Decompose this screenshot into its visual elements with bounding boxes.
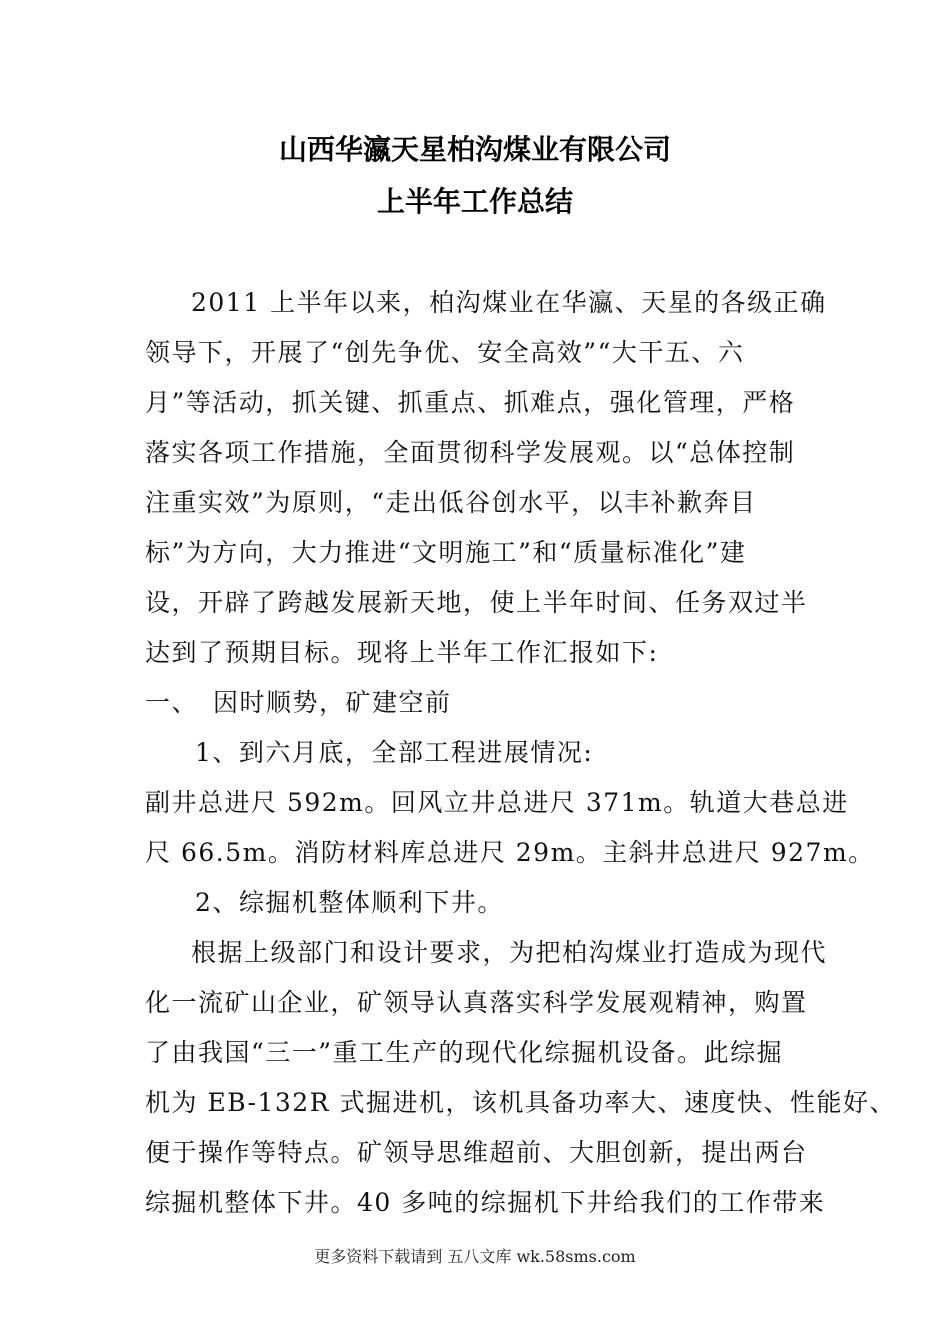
paragraph-line: 落实各项工作措施，全面贯彻科学发展观。以“总体控制 — [145, 438, 796, 467]
paragraph-line: 便于操作等特点。矿领导思维超前、大胆创新，提出两台 — [145, 1138, 808, 1167]
section-number: 一、 — [145, 688, 199, 717]
paragraph-line: 2011 上半年以来，柏沟煤业在华瀛、天星的各级正确 — [191, 288, 827, 317]
paragraph-line: 根据上级部门和设计要求，为把柏沟煤业打造成为现代 — [191, 938, 828, 967]
paragraph-line: 副井总进尺 592m。回风立井总进尺 371m。轨道大巷总进 — [145, 788, 849, 817]
paragraph-line: 化一流矿山企业，矿领导认真落实科学发展观精神，购置 — [145, 988, 808, 1017]
paragraph-intro — [145, 278, 827, 678]
paragraph-line: 设，开辟了跨越发展新天地，使上半年时间、任务双过半 — [145, 588, 808, 617]
section-heading — [145, 678, 810, 728]
item-heading-progress: 1、到六月底，全部工程进展情况: — [195, 738, 594, 767]
document-body — [145, 278, 896, 1228]
paragraph-roadheader — [145, 928, 896, 1228]
paragraph-line: 综掘机整体下井。40 多吨的综掘机下井给我们的工作带来 — [145, 1188, 826, 1217]
footer-link-text[interactable]: 更多资料下载请到 五八文库 wk.58sms.com — [314, 1247, 636, 1266]
document-title-subject: 上半年工作总结 — [376, 185, 573, 218]
document-title-company: 山西华瀛天星柏沟煤业有限公司 — [278, 133, 671, 166]
paragraph-line: 注重实效”为原则，“走出低谷创水平，以丰补歉奔目 — [145, 488, 757, 517]
paragraph-line: 尺 66.5m。消防材料库总进尺 29m。主斜井总进尺 927m。 — [145, 838, 875, 867]
paragraph-line: 领导下，开展了“创先争优、安全高效”“大干五、六 — [145, 338, 745, 367]
paragraph-line: 了由我国“三一”重工生产的现代化综掘机设备。此综掘 — [145, 1038, 784, 1067]
paragraph-line: 月”等活动，抓关键、抓重点、抓难点，强化管理，严格 — [145, 388, 796, 417]
paragraph-line: 标”为方向，大力推进“文明施工”和“质量标准化”建 — [145, 538, 747, 567]
paragraph-line: 达到了预期目标。现将上半年工作汇报如下: — [145, 638, 659, 667]
item-heading-roadheader: 2、综掘机整体顺利下井。 — [195, 888, 504, 917]
section-title: 因时顺势，矿建空前 — [213, 688, 452, 717]
paragraph-line: 机为 EB-132R 式掘进机，该机具备功率大、速度快、性能好、 — [145, 1088, 896, 1117]
